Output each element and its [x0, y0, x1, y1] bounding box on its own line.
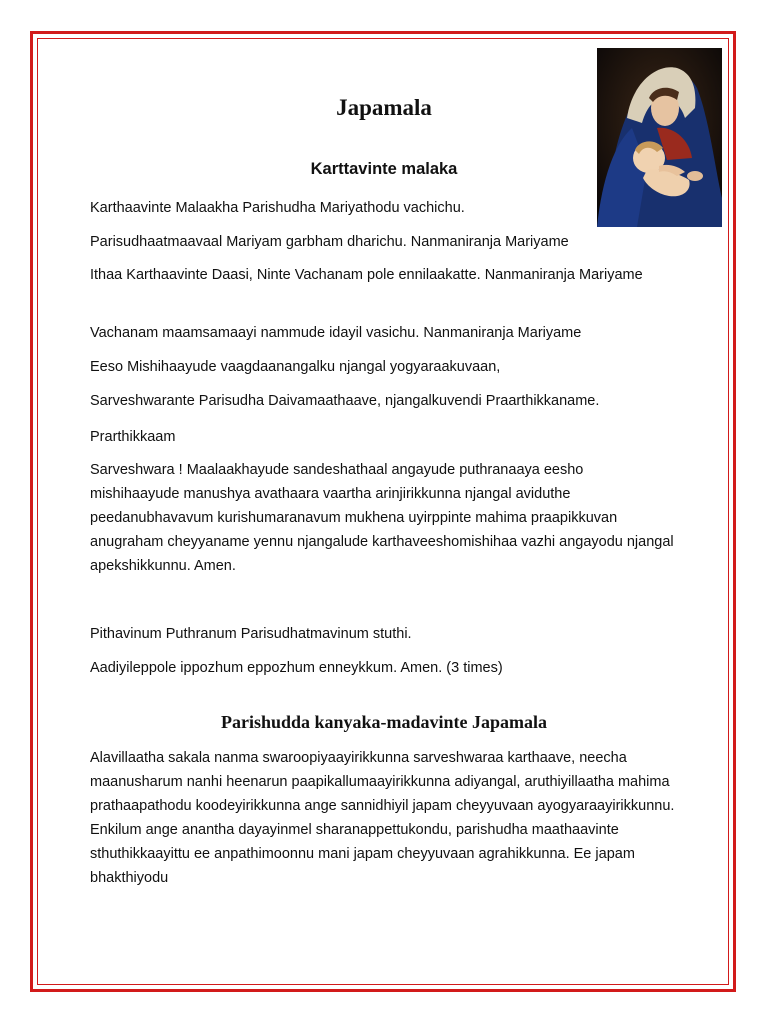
paragraph: Sarveshwarante Parisudha Daivamaathaave, njangalkuvendi Praarthikkaname.	[90, 393, 600, 409]
paragraph: Sarveshwara ! Maalaakhayude sandeshathaal angayude puthranaaya eesho mishihaayude manushya avathaara vaartha arinjirikkunna njangal aviduthe peedanubhavavum kurishumaranavum mukhena uyirppinte mahima praapikkuvan anugraham cheyyaname yennu njangalude karthaveeshomishihaa vazhi angayodu njangal apekshikkunnu. Amen.	[90, 462, 674, 574]
paragraph: Alavillaatha sakala nanma swaroopiyaayirikkunna sarveshwaraa karthaave, neecha maanusharum nanhi heenarun paapikallumaayirikkunna adiyangal, aruthiyillaatha mahima prathaapathodu koodeyirikkunna ange sannidhiyil japam cheyyuvaan ayogyaraayirikkunnu. Enkilum ange anantha dayayinmel sharanappettukondu, parishudha maathaavinte sthuthikkaayittu ee anpathimoonnu mani japam cheyyuvaan agrahikkunna. Ee japam bhakthiyodu	[90, 750, 675, 886]
paragraph: Pithavinum Puthranum Parisudhatmavinum stuthi.	[90, 626, 412, 642]
paragraph: Parisudhaatmaavaal Mariyam garbham dharichu. Nanmaniranja Mariyame	[90, 234, 569, 250]
paragraph: Prarthikkaam	[90, 429, 176, 445]
paragraph: Aadiyileppole ippozhum eppozhum enneykkum. Amen. (3 times)	[90, 660, 503, 676]
page-title: Japamala	[336, 95, 432, 120]
paragraph: Vachanam maamsamaayi nammude idayil vasichu. Nanmaniranja Mariyame	[90, 325, 582, 341]
paragraph: Eeso Mishihaayude vaagdaanangalku njangal yogyaraakuvaan,	[90, 359, 501, 375]
paragraph: Karthaavinte Malaakha Parishudha Mariyathodu vachichu.	[90, 200, 465, 216]
section-subtitle: Karttavinte malaka	[310, 160, 458, 178]
paragraph: Ithaa Karthaavinte Daasi, Ninte Vachanam pole ennilaakatte. Nanmaniranja Mariyame	[90, 267, 643, 283]
section-heading: Parishudda kanyaka-madavinte Japamala	[220, 712, 548, 732]
